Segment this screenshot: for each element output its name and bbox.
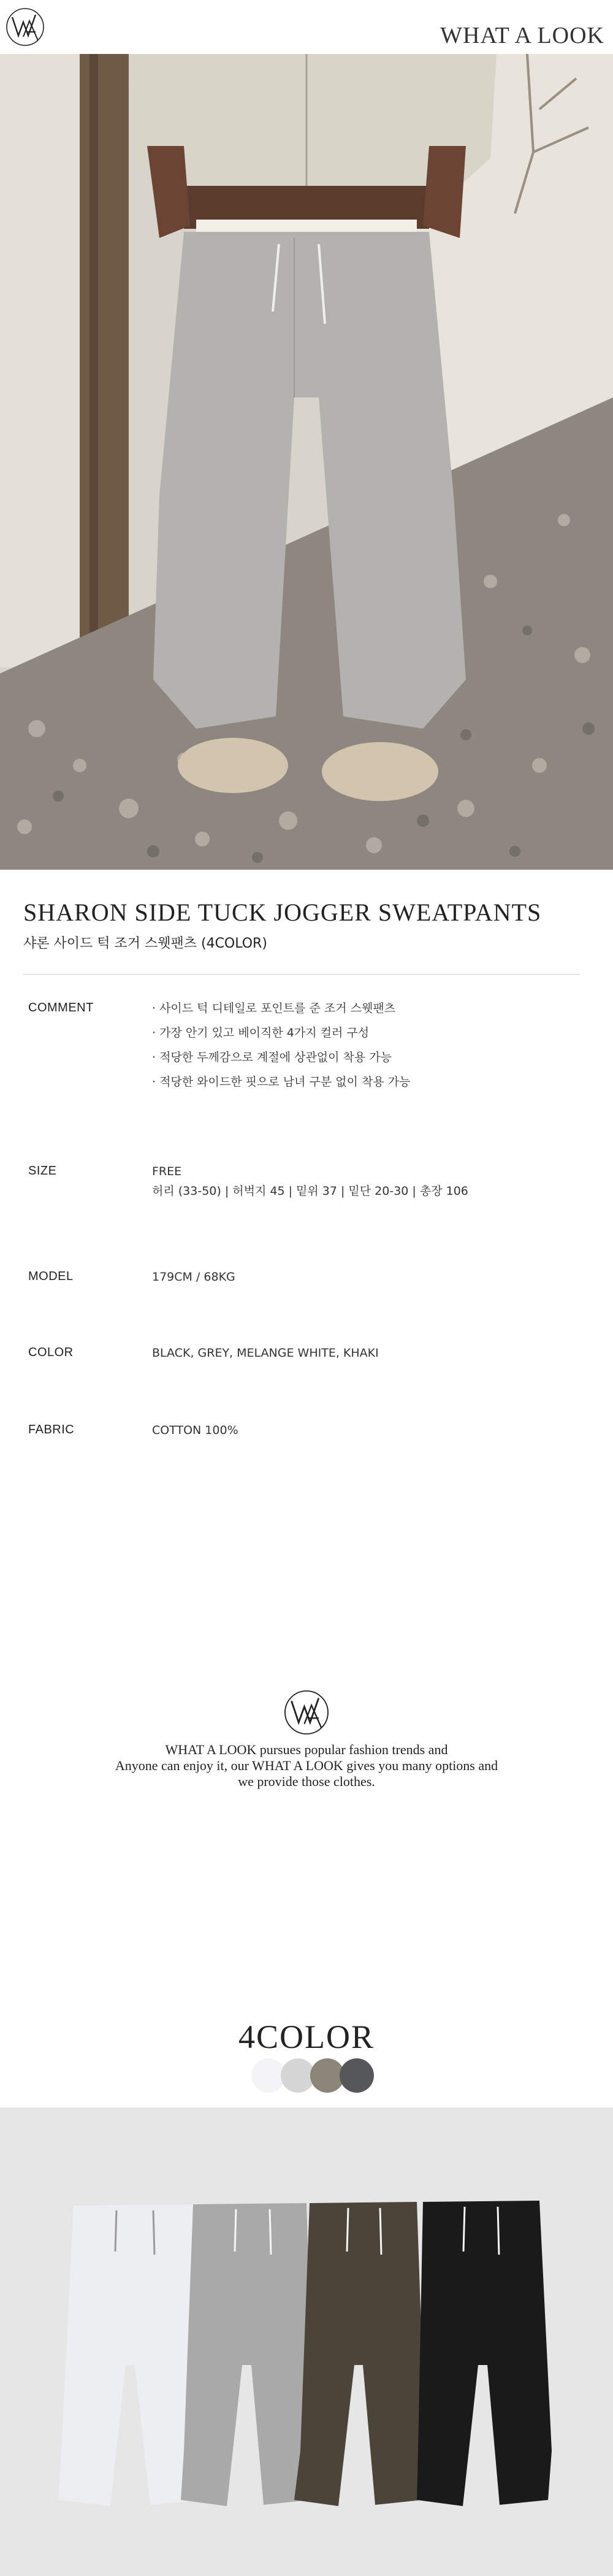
spec-label: FABRIC <box>28 1423 75 1436</box>
brand-name[interactable]: WHAT A LOOK <box>440 23 604 48</box>
comment-line: · 가장 안기 있고 베이직한 4가지 컬러 구성 <box>152 1026 370 1040</box>
brand-statement-line: Anyone can enjoy it, our WHAT A LOOK gives you many options and <box>115 1758 498 1773</box>
color-swatches <box>251 2058 374 2095</box>
brand-statement <box>61 1742 552 1790</box>
comment-line: · 적당한 두께감으로 계절에 상관없이 착용 가능 <box>152 1051 392 1064</box>
site-header <box>0 0 613 54</box>
product-subtitle: 샤론 사이드 턱 조거 스웻팬츠 (4COLOR) <box>23 936 267 951</box>
product-title-block <box>23 898 587 952</box>
spec-label: SIZE <box>28 1164 57 1178</box>
product-title: SHARON SIDE TUCK JOGGER SWEATPANTS <box>23 899 542 926</box>
wa-monogram-icon[interactable] <box>5 5 45 49</box>
brand-statement-line: WHAT A LOOK pursues popular fashion trends and <box>165 1742 448 1757</box>
hero-photo <box>0 54 613 870</box>
model-value: 179CM / 68KG <box>152 1270 235 1284</box>
spec-label: COMMENT <box>28 1001 94 1014</box>
brand-statement-line: we provide those clothes. <box>238 1774 375 1789</box>
comment-line: · 적당한 와이드한 핏으로 남녀 구분 없이 착용 가능 <box>152 1075 411 1089</box>
color-count-title: 4COLOR <box>238 2018 375 2055</box>
pants-black <box>417 2201 552 2506</box>
divider <box>23 974 580 975</box>
spec-label: MODEL <box>28 1270 74 1283</box>
color-value: BLACK, GREY, MELANGE WHITE, KHAKI <box>152 1346 379 1360</box>
size-measurements: 허리 (33-50) | 허벅지 45 | 밑위 37 | 밑단 20-30 | 총장 106 <box>152 1184 468 1198</box>
spec-label: COLOR <box>28 1346 74 1359</box>
comment-line: · 사이드 턱 디테일로 포인트를 준 조거 스웻팬츠 <box>152 1002 396 1015</box>
pants-khaki <box>294 2202 425 2506</box>
fabric-value: COTTON 100% <box>152 1424 238 1437</box>
swatch-black[interactable] <box>340 2058 374 2093</box>
color-lineup-photo <box>0 2107 613 2576</box>
size-value: FREE <box>152 1165 182 1178</box>
wa-monogram-icon <box>282 1687 331 1738</box>
pants-grey <box>181 2203 314 2506</box>
